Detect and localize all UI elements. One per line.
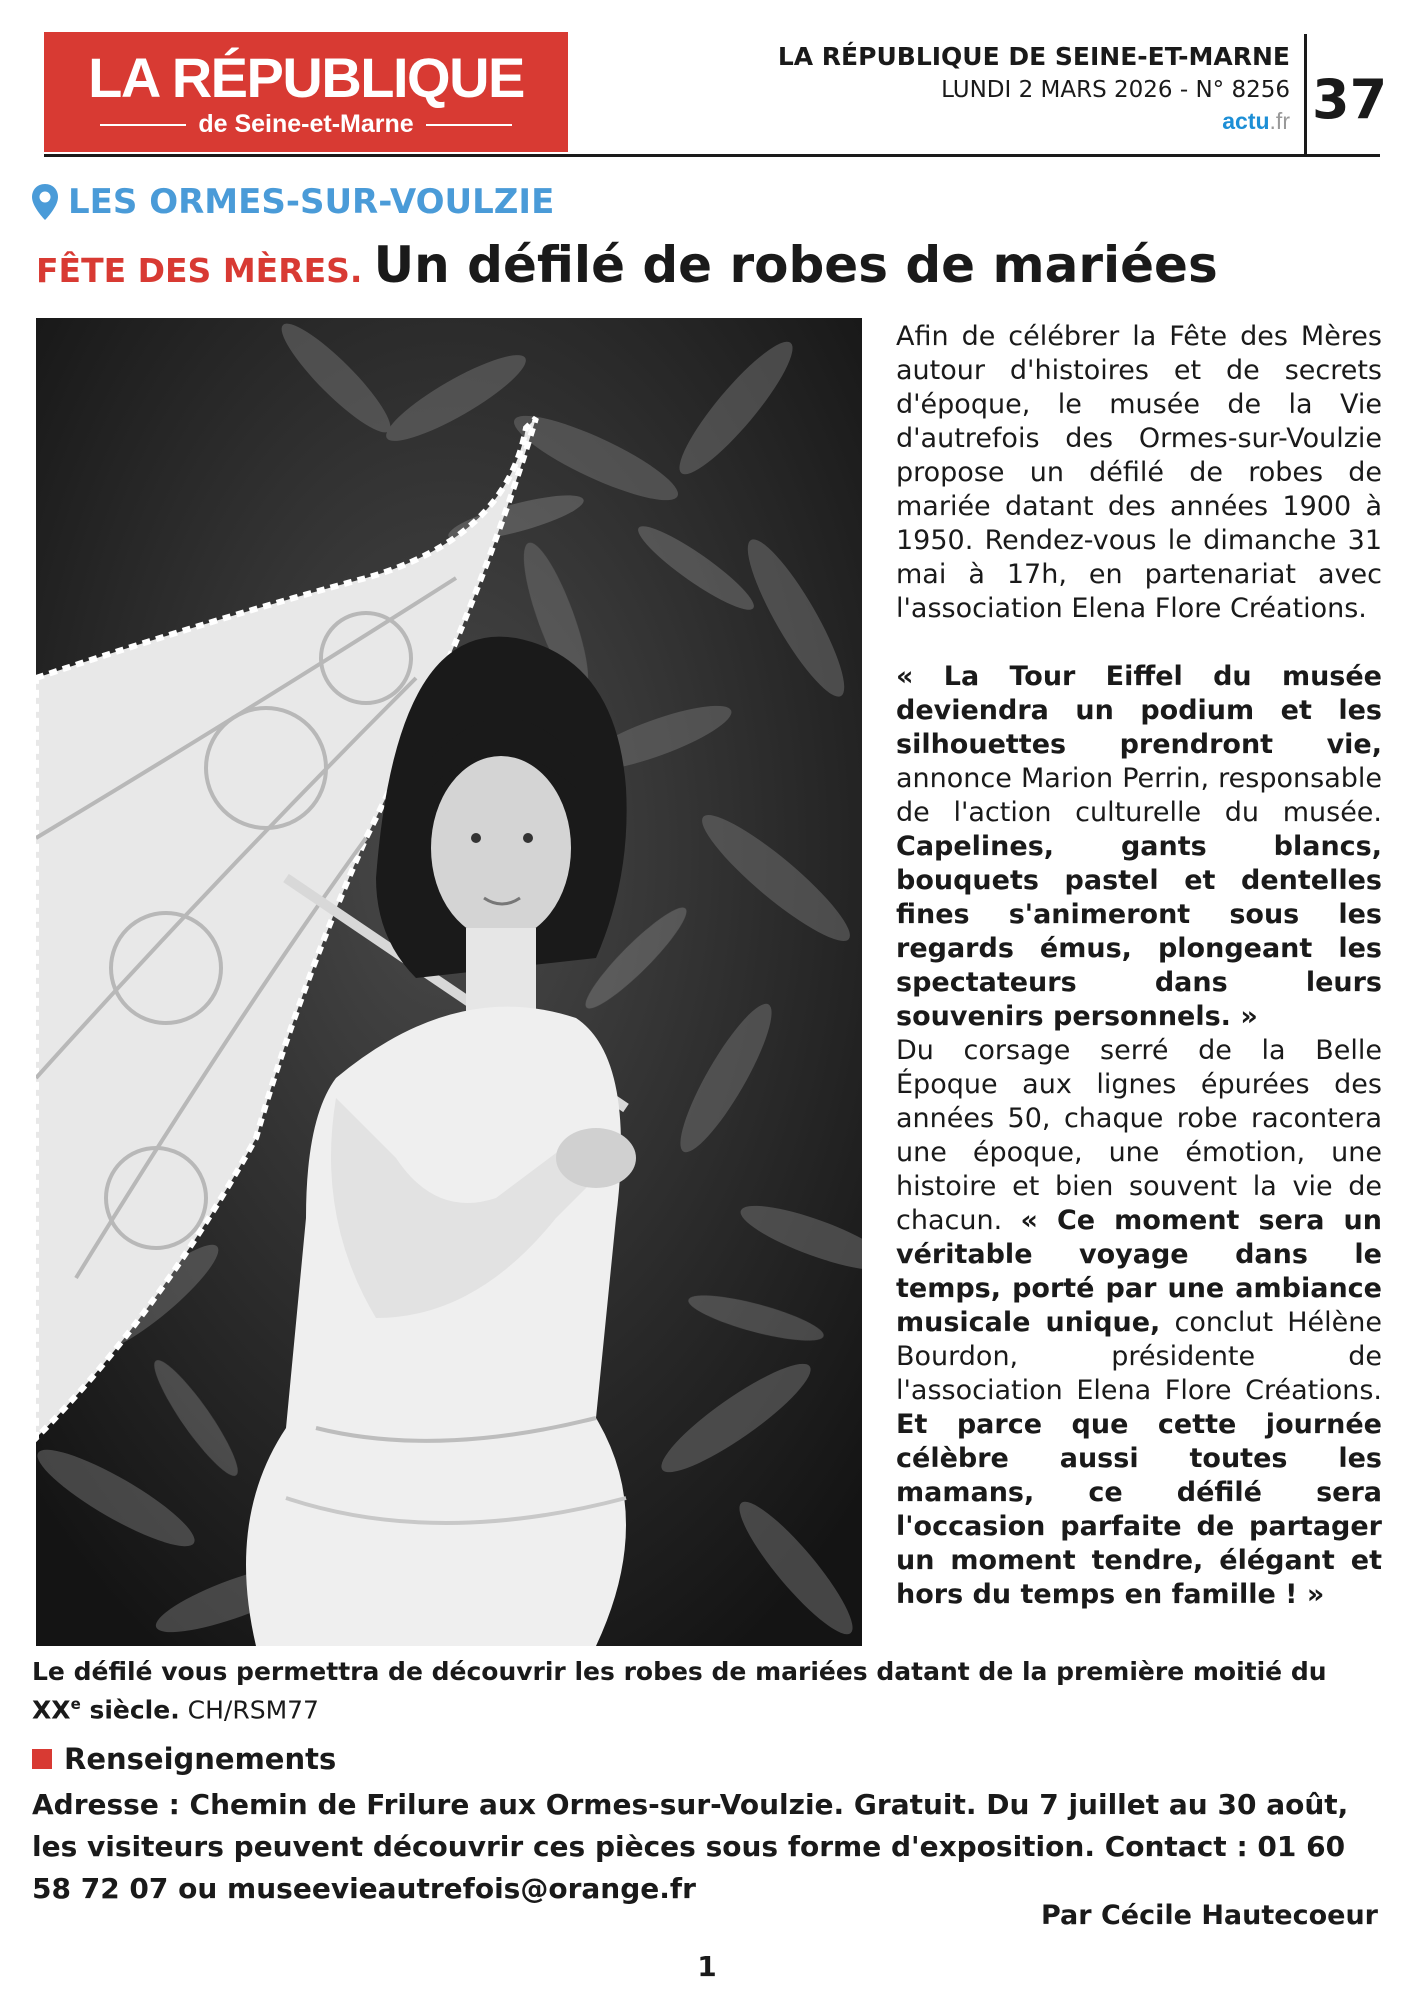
byline: Par Cécile Hautecoeur: [1040, 1900, 1378, 1931]
newspaper-logo: [44, 32, 568, 152]
site-link[interactable]: [778, 106, 1290, 136]
info-heading: [32, 1742, 336, 1776]
quote-1b: Capelines, gants blancs, bouquets pastel et dentelles fines s'animeront sous les regards émus, plongeant les spectateurs dans leurs souvenirs personnels. »: [896, 831, 1382, 1032]
logo-rule-right: [426, 124, 512, 126]
logo-main-text: LA RÉPUBLIQUE: [88, 46, 524, 109]
photo-caption: [32, 1656, 1382, 1726]
location-pin-icon: [30, 182, 60, 222]
info-text: Adresse : Chemin de Frilure aux Ormes-sur-Voulzie. Gratuit. Du 7 juillet au 30 août, les visiteurs peuvent découvrir ces pièces sous forme d'exposition. Contact : 01 60 58 72 07 ou museevieautrefois@orange.fr: [32, 1788, 1349, 1905]
logo-sub-row: [44, 110, 568, 139]
page-number: 37: [1312, 68, 1388, 131]
caption-part-a: Le défilé vous permettra de découvrir les robes de mariées datant de la première moitié du XX: [32, 1657, 1327, 1725]
header-info: [778, 40, 1290, 136]
site-main: actu: [1222, 108, 1270, 134]
info-heading-text: Renseignements: [64, 1742, 337, 1776]
issue-date: LUNDI 2 MARS 2026 - N° 8256: [941, 77, 1290, 103]
caption-sup: e: [70, 1695, 81, 1713]
location-text: LES ORMES-SUR-VOULZIE: [68, 182, 555, 222]
paragraph-3: [896, 1034, 1382, 1612]
article-photo: [36, 318, 862, 1646]
caption-part-b: siècle.: [80, 1695, 180, 1725]
publication-name: LA RÉPUBLIQUE DE SEINE-ET-MARNE: [777, 42, 1290, 71]
article-location: [30, 182, 554, 222]
text-2a: annonce Marion Perrin, responsable de l'action culturelle du musée.: [896, 763, 1382, 828]
photo-credit: CH/RSM77: [179, 1695, 319, 1725]
quote-2b: Et parce que cette journée célèbre aussi toutes les mamans, ce défilé sera l'occasion parfaite de partager un moment tendre, élégant et hors du temps en famille ! »: [896, 1409, 1382, 1610]
article-headline: [36, 236, 1218, 294]
photo-illustration: [36, 318, 862, 1646]
logo-rule-left: [100, 124, 186, 126]
quote-1a: « La Tour Eiffel du musée deviendra un podium et les silhouettes prendront vie,: [896, 661, 1382, 760]
paragraph-1: Afin de célébrer la Fête des Mères autour d'histoires et de secrets d'époque, le musée de la Vie d'autrefois des Ormes-sur-Voulzie propose un défilé de robes de mariée datant des années 1900 à 1950. Rendez-vous le dimanche 31 mai à 17h, en partenariat avec l'association Elena Flore Créations.: [896, 321, 1382, 624]
header-vertical-rule: [1304, 34, 1307, 156]
logo-sub-text: de Seine-et-Marne: [198, 110, 414, 138]
article-body: [896, 320, 1382, 1612]
folio-number: 1: [697, 1950, 717, 1983]
site-ext: .fr: [1269, 108, 1290, 134]
paragraph-2: [896, 660, 1382, 1034]
header-horizontal-rule: [44, 154, 1380, 157]
text-3b: conclut Hélène Bourdon, présidente de l'association Elena Flore Créations.: [896, 1307, 1382, 1406]
article-kicker: FÊTE DES MÈRES.: [36, 251, 363, 290]
red-square-icon: [32, 1749, 52, 1769]
text-3a: Du corsage serré de la Belle Époque aux lignes épurées des années 50, chaque robe racontera une époque, une émotion, une histoire et bien souvent la vie de chacun.: [896, 1035, 1382, 1236]
article-title: Un défilé de robes de mariées: [373, 236, 1218, 294]
quote-2a: « Ce moment sera un véritable voyage dans le temps, porté par une ambiance musicale unique,: [896, 1205, 1382, 1338]
